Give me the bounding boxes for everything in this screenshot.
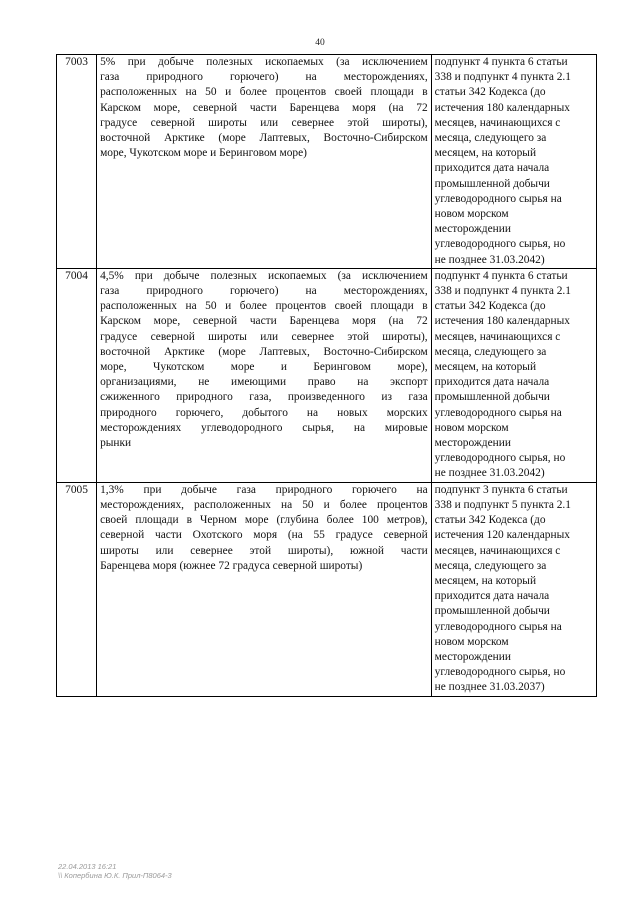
reference-line: статьи 342 Кодекса (до	[434, 86, 546, 99]
description-line: своей площади в Черном море (глубина более 100 метров),	[100, 514, 428, 527]
footer-file-reference: \\ Копербина Ю.К. Прил-П8064-3	[58, 871, 172, 880]
table-row	[57, 55, 597, 269]
description-line: 1,3% при добыче газа природного горючего на	[100, 483, 428, 496]
reference-line: месяцев, начинающихся с	[434, 544, 561, 557]
reference-line: углеводородного сырья, но	[434, 666, 566, 679]
row-code: 7003	[57, 55, 97, 269]
row-code: 7005	[57, 482, 97, 696]
reference-line: месторождении	[434, 437, 511, 450]
reference-line: углеводородного сырья на	[434, 620, 562, 633]
reference-line: истечения 120 календарных	[434, 529, 570, 542]
reference-line: приходится дата начала	[434, 162, 550, 175]
reference-line: месяца, следующего за	[434, 345, 547, 358]
description-line: широты или севернее этой широты), южной части	[100, 544, 428, 557]
description-line: море, Чукотском море и Беринговом море),	[100, 361, 428, 374]
reference-line: углеводородного сырья, но	[434, 238, 566, 251]
row-legal-reference	[431, 482, 596, 696]
row-legal-reference	[431, 268, 596, 482]
reference-line: месяца, следующего за	[434, 132, 547, 145]
description-line: восточной Арктике (море Лаптевых, Восточно-Сибирском	[100, 345, 428, 358]
reference-line: промышленной добычи	[434, 391, 550, 404]
reference-line: месяцев, начинающихся с	[434, 330, 561, 343]
reference-line: не позднее 31.03.2042)	[434, 253, 545, 266]
row-legal-reference	[431, 55, 596, 269]
page-number: 40	[315, 38, 325, 48]
reference-line: углеводородного сырья на	[434, 406, 562, 419]
row-description	[97, 268, 432, 482]
reference-line: новом морском	[434, 208, 509, 221]
reference-line: месяцем, на который	[434, 147, 537, 160]
row-description	[97, 482, 432, 696]
reference-line: истечения 180 календарных	[434, 315, 570, 328]
reference-line: промышленной добычи	[434, 177, 550, 190]
reference-line: 338 и подпункт 4 пункта 2.1	[434, 71, 571, 84]
description-line: природного горючего, добытого на новых морских	[100, 406, 428, 419]
reference-line: месяцев, начинающихся с	[434, 116, 561, 129]
description-line: Карском море, северной части Баренцева моря (на 72	[100, 101, 428, 114]
reference-line: приходится дата начала	[434, 590, 550, 603]
reference-line: месторождении	[434, 650, 511, 663]
description-line: 4,5% при добыче полезных ископаемых (за исключением	[100, 269, 428, 282]
reference-line: углеводородного сырья на	[434, 192, 562, 205]
row-code: 7004	[57, 268, 97, 482]
description-line: расположенных на 50 и более процентов своей площади в	[100, 86, 428, 99]
description-line: восточной Арктике (море Лаптевых, Восточно-Сибирском	[100, 132, 428, 145]
reference-line: промышленной добычи	[434, 605, 550, 618]
reference-line: приходится дата начала	[434, 376, 550, 389]
description-line: Баренцева моря (южнее 72 градуса северной широты)	[100, 559, 363, 572]
reference-line: 338 и подпункт 4 пункта 2.1	[434, 285, 571, 298]
reference-line: не позднее 31.03.2042)	[434, 467, 545, 480]
description-line: море, Чукотском море и Беринговом море)	[100, 147, 307, 160]
reference-line: подпункт 4 пункта 6 статьи	[434, 269, 568, 282]
description-line: газа природного горючего) на месторождениях,	[100, 285, 428, 298]
description-line: градусе северной широты или севернее этой широты),	[100, 116, 428, 129]
reference-line: статьи 342 Кодекса (до	[434, 300, 546, 313]
reference-line: не позднее 31.03.2037)	[434, 681, 545, 694]
footer-timestamp: 22.04.2013 16:21	[58, 862, 117, 871]
description-line: расположенных на 50 и более процентов своей площади в	[100, 300, 428, 313]
description-line: месторождениях углеводородного сырья, на мировые	[100, 421, 428, 434]
reference-line: месторождении	[434, 223, 511, 236]
tax-code-table	[56, 54, 597, 697]
table-row	[57, 482, 597, 696]
reference-line: статьи 342 Кодекса (до	[434, 514, 546, 527]
description-line: северной части Охотского моря (на 55 градусе северной	[100, 529, 428, 542]
description-line: газа природного горючего) на месторождениях,	[100, 71, 428, 84]
description-line: Карском море, северной части Баренцева моря (на 72	[100, 315, 428, 328]
reference-line: 338 и подпункт 5 пункта 2.1	[434, 498, 571, 511]
reference-line: месяцем, на который	[434, 361, 537, 374]
description-line: месторождениях, расположенных на 50 и более процентов	[100, 498, 428, 511]
description-line: организациями, не имеющими право на экспорт	[100, 376, 428, 389]
reference-line: новом морском	[434, 421, 509, 434]
row-description	[97, 55, 432, 269]
description-line: градусе северной широты или севернее этой широты),	[100, 330, 428, 343]
description-line: сжиженного природного газа, произведенного из газа	[100, 391, 428, 404]
description-line: 5% при добыче полезных ископаемых (за исключением	[100, 56, 428, 68]
reference-line: истечения 180 календарных	[434, 101, 570, 114]
description-line: рынки	[100, 437, 132, 450]
reference-line: углеводородного сырья, но	[434, 452, 566, 465]
reference-line: месяцем, на который	[434, 574, 537, 587]
document-footer	[58, 862, 172, 880]
reference-line: подпункт 3 пункта 6 статьи	[434, 483, 568, 496]
reference-line: новом морском	[434, 635, 509, 648]
reference-line: месяца, следующего за	[434, 559, 547, 572]
reference-line: подпункт 4 пункта 6 статьи	[434, 56, 568, 68]
table-row	[57, 268, 597, 482]
